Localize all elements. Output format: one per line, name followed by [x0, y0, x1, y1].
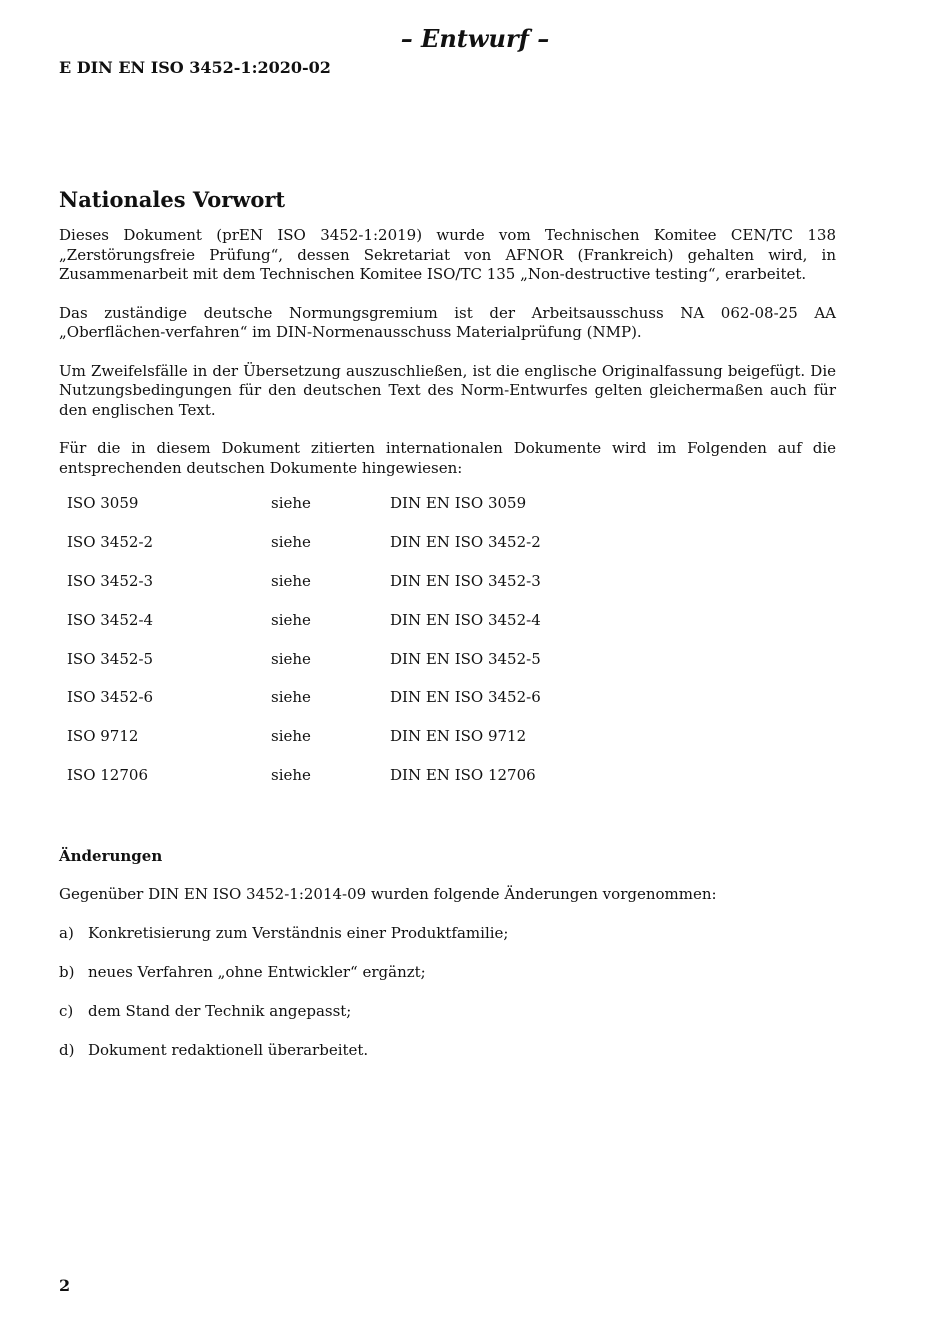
din-reference: DIN EN ISO 3059 — [390, 494, 527, 513]
iso-reference: ISO 12706 — [67, 765, 148, 784]
table-row — [59, 523, 690, 562]
see-label: siehe — [271, 533, 311, 552]
list-item-text: neues Verfahren „ohne Entwickler“ ergänzt; — [88, 963, 426, 982]
din-reference: DIN EN ISO 3452-4 — [390, 610, 541, 629]
din-reference: DIN EN ISO 3452-5 — [390, 649, 541, 668]
list-marker: a) — [59, 924, 74, 943]
table-row — [59, 600, 690, 639]
table-row — [59, 678, 690, 717]
iso-reference: ISO 3059 — [67, 494, 139, 513]
iso-reference: ISO 3452-4 — [67, 610, 154, 629]
list-item — [59, 962, 836, 982]
see-label: siehe — [271, 571, 311, 590]
section-title-changes: Änderungen — [59, 847, 163, 866]
foreword-paragraph: Das zuständige deutsche Normungsgremium ist der Arbeitsausschuss NA 062-08-25 AA „Oberflächen-verfahren“ im DIN-Normenausschuss Materialprüfung (NMP). — [59, 303, 836, 341]
see-label: siehe — [271, 610, 311, 629]
table-row — [59, 562, 690, 601]
reference-table — [59, 484, 690, 794]
see-label: siehe — [271, 688, 311, 707]
din-reference: DIN EN ISO 3452-6 — [390, 688, 541, 707]
iso-reference: ISO 3452-2 — [67, 533, 154, 552]
din-reference: DIN EN ISO 3452-3 — [390, 571, 541, 590]
see-label: siehe — [271, 727, 311, 746]
see-label: siehe — [271, 765, 311, 784]
list-item-text: Dokument redaktionell überarbeitet. — [88, 1040, 369, 1059]
list-item-text: dem Stand der Technik angepasst; — [88, 1001, 352, 1020]
table-row — [59, 484, 690, 523]
table-row — [59, 639, 690, 678]
list-item-text: Konkretisierung zum Verständnis einer Produktfamilie; — [88, 924, 509, 943]
table-row — [59, 756, 690, 795]
list-marker: d) — [59, 1040, 75, 1059]
page-content — [59, 186, 836, 1079]
see-label: siehe — [271, 494, 311, 513]
document-identifier: E DIN EN ISO 3452-1:2020-02 — [59, 58, 331, 77]
foreword-paragraph: Dieses Dokument (prEN ISO 3452-1:2019) wurde vom Technischen Komitee CEN/TC 138 „Zerstörungsfreie Prüfung“, dessen Sekretariat von AFNOR (Frankreich) gehalten wird, in Zusammenarbeit mit dem Technischen Komitee ISO/TC 135 „Non-destructive testing“, erarbeitet. — [59, 226, 836, 283]
din-reference: DIN EN ISO 3452-2 — [390, 533, 541, 552]
table-row — [59, 717, 690, 756]
iso-reference: ISO 3452-3 — [67, 571, 154, 590]
din-reference: DIN EN ISO 9712 — [390, 727, 527, 746]
draft-watermark-label: – Entwurf – — [400, 24, 550, 53]
iso-reference: ISO 9712 — [67, 727, 139, 746]
see-label: siehe — [271, 649, 311, 668]
list-marker: b) — [59, 963, 75, 982]
iso-reference: ISO 3452-6 — [67, 688, 154, 707]
list-item — [59, 1040, 836, 1060]
iso-reference: ISO 3452-5 — [67, 649, 154, 668]
page-number: 2 — [59, 1276, 71, 1295]
list-item — [59, 1001, 836, 1021]
foreword-paragraph: Um Zweifelsfälle in der Übersetzung auszuschließen, ist die englische Originalfassung beigefügt. Die Nutzungsbedingungen für den deutschen Text des Norm-Entwurfes gelten gleichermaßen auch für den englischen Text. — [59, 361, 836, 419]
list-item — [59, 923, 836, 943]
din-reference: DIN EN ISO 12706 — [390, 765, 536, 784]
changes-intro: Gegenüber DIN EN ISO 3452-1:2014-09 wurden folgende Änderungen vorgenommen: — [59, 885, 717, 904]
changes-list — [59, 923, 836, 1059]
list-marker: c) — [59, 1001, 74, 1020]
section-title-national-foreword: Nationales Vorwort — [59, 187, 286, 212]
foreword-paragraph: Für die in diesem Dokument zitierten internationalen Dokumente wird im Folgenden auf die entsprechenden deutschen Dokumente hingewiesen: — [59, 439, 836, 477]
